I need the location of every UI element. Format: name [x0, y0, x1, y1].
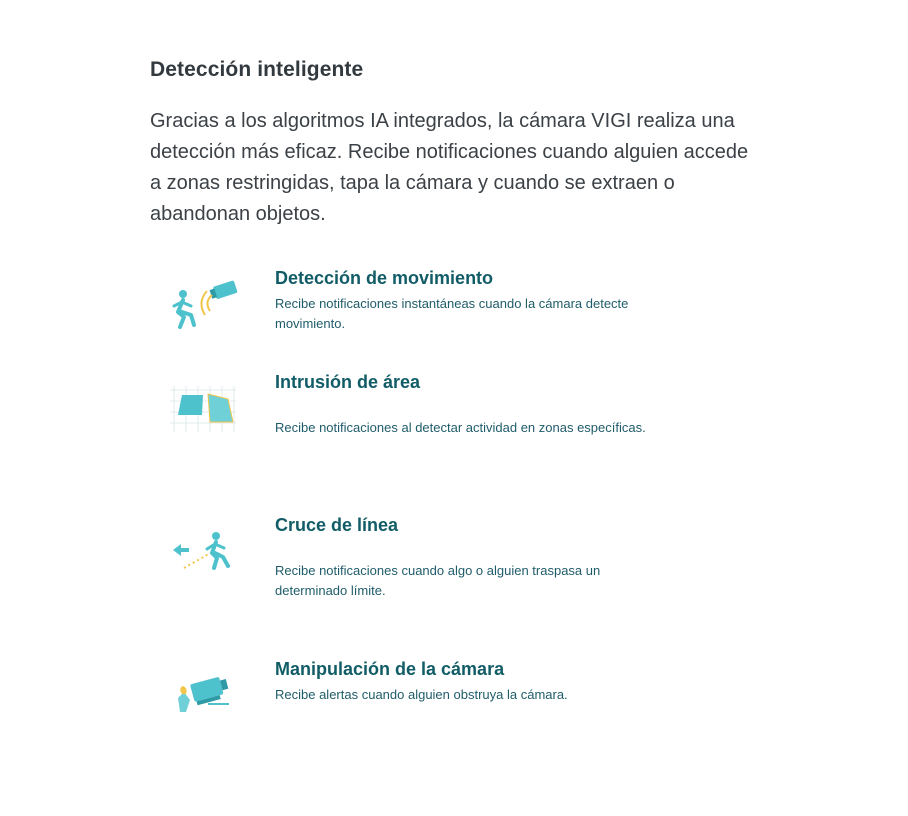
feature-title-line-crossing: Cruce de línea	[275, 515, 399, 535]
feature-description-area-intrusion: Recibe notificaciones al detectar actividad en zonas específicas.	[275, 420, 646, 435]
motion-detection-icon	[164, 275, 244, 335]
section-intro: Gracias a los algoritmos IA integrados, la cámara VIGI realiza una detección más eficaz. Recibe notificaciones cuando alguien accede a zonas restringidas, tapa la cámara y cuando se extraen o abandonan objetos.	[150, 110, 749, 225]
area-intrusion-icon	[170, 386, 236, 432]
feature-title-area-intrusion: Intrusión de área	[275, 372, 421, 392]
feature-description-camera-tampering: Recibe alertas cuando alguien obstruya la cámara.	[275, 687, 568, 702]
feature-description-line-crossing: Recibe notificaciones cuando algo o alguien traspasa un determinado límite.	[275, 563, 601, 598]
feature-description-motion: Recibe notificaciones instantáneas cuando la cámara detecte movimiento.	[275, 296, 629, 331]
camera-tampering-icon	[172, 672, 238, 720]
feature-title-camera-tampering: Manipulación de la cámara	[275, 659, 505, 679]
section-title: Detección inteligente	[150, 58, 364, 81]
line-crossing-icon	[170, 528, 240, 574]
feature-title-motion: Detección de movimiento	[275, 268, 494, 288]
